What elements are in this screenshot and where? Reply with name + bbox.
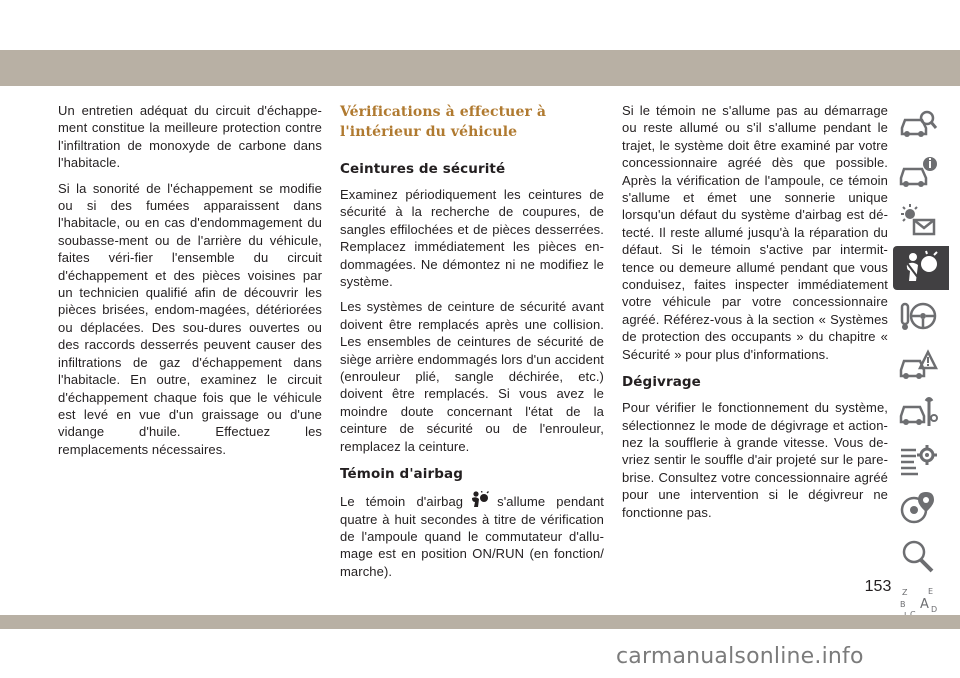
section-title: Vérifications à effectuer à l'intérieur du véhicule	[340, 104, 547, 140]
starting-driving-icon	[898, 298, 938, 334]
tab-starting-operating[interactable]	[893, 294, 943, 338]
defrost-heading: Dégivrage	[622, 374, 701, 391]
airbag-warning-icon	[469, 491, 489, 509]
column-3	[622, 102, 888, 529]
alphabet-letter-z: Z	[902, 588, 908, 597]
seatbelts-heading: Ceintures de sécurité	[340, 161, 506, 177]
page-number: 153	[864, 578, 892, 595]
tab-getting-to-know-vehicle[interactable]	[893, 102, 943, 146]
car-info-icon	[898, 154, 938, 190]
exhaust-paragraph-1: Un entretien adéquat du circuit d'échappe-ment constitue la meilleure protection contre l'infiltration de monoxyde de carbone dans l'habitacle.	[58, 103, 322, 171]
column-1	[58, 102, 322, 466]
header-band	[0, 50, 960, 86]
roadside-emergency-icon	[898, 346, 938, 382]
exhaust-paragraph-2: Si la sonorité de l'échappement se modifie ou si des fumées apparaissent dans l'habitacle, ou en cas d'endommagement du soubasse-ment ou de l'arrière du véhicule, faites véri-fier l'ensemble du circuit d'échappement et des pièces voisines par un technicien qualifié afin de découvrir les pièces brisées, endom-magées, détériorées ou déplacées. Des sou-dures ouvertes ou des raccords desserrés peuvent causer des infiltrations de gaz d'échappement dans l'habitacle. En outre, examinez le circuit d'échappement chaque fois que le véhicule est levé en vue d'un graissage ou d'une vidange d'huile. Effectuez les remplacements nécessaires.	[58, 180, 322, 457]
tab-servicing-maintenance[interactable]	[893, 390, 943, 434]
warning-lights-message-icon	[898, 202, 938, 238]
tab-safety[interactable]	[893, 246, 949, 290]
seatbelts-paragraph-2: Les systèmes de ceinture de sécurité avant doivent être remplacés après une collision. Les ensembles de ceintures de sécurité de siège arrière endommagés lors d'un accident (enrouleur plié, sangle déchirée, etc.) doivent être remplacés. Si vous avez le moindre doute concernant l'état de la ceinture de sécurité ou de l'enrouleur, remplacez la ceinture.	[340, 299, 604, 454]
tab-warning-lights[interactable]	[893, 198, 943, 242]
airbag-paragraph	[340, 491, 604, 580]
car-search-icon	[898, 106, 938, 142]
tab-index-search[interactable]	[893, 534, 943, 578]
tab-instrument-panel[interactable]	[893, 150, 943, 194]
column-2	[340, 102, 604, 588]
seatbelts-paragraph-1: Examinez périodiquement les ceintures de sécurité à la recherche de coupures, de sangles effilochées et de pièces desserrées. Remplacez immédiatement les pièces en-dommagées. Ne démontez ni ne modifiez le système.	[340, 187, 604, 290]
defrost-paragraph: Pour vérifier le fonctionnement du système, sélectionnez le mode de dégivrage et action-nez la soufflerie à grande vitesse. Vous de-vriez sentir le souffle d'air projeté sur le pare-brise. Consultez votre concessionnaire agréé pour une intervention si le dégivreur ne fonctionne pas.	[622, 400, 888, 520]
airbag-heading: Témoin d'airbag	[340, 466, 463, 483]
airbag-continued-paragraph: Si le témoin ne s'allume pas au démarrage ou reste allumé ou s'il s'allume pendant le trajet, le système doit être examiné par votre concessionnaire agréé dès que possible. Après la vérification de l'ampoule, ce témoin s'allume et émet une sonnerie unique lorsqu'un défaut du système d'airbag est dé-tecté. Il reste allumé jusqu'à la réparation du défaut. Si le témoin s'active par intermit-tence ou demeure allumé pendant que vous conduisez, faites inspecter immédiatement votre véhicule par votre concessionnaire agréé. Référez-vous à la section « Systèmes de protection des occupants » du chapitre « Sécurité » pour plus d'informations.	[622, 103, 888, 362]
tab-in-case-of-emergency[interactable]	[893, 342, 943, 386]
chapter-tabs	[893, 102, 949, 630]
alphabet-letter-a: A	[920, 597, 929, 612]
alphabet-letter-b: B	[900, 600, 906, 609]
airbag-text-before: Le témoin d'airbag	[340, 494, 464, 510]
specifications-gear-icon	[898, 442, 938, 478]
index-search-icon	[898, 538, 938, 574]
airbag-text-after: s'allume pendant quatre à huit secondes à titre de vérification de l'ampoule quand le commutateur d'allu-mage est en position ON/RUN (en fonction/ marche).	[340, 494, 604, 579]
alphabet-letter-d: D	[931, 605, 938, 614]
tab-multimedia[interactable]	[893, 486, 943, 530]
car-maintenance-icon	[898, 394, 938, 430]
tab-technical-specifications[interactable]	[893, 438, 943, 482]
watermark: carmanualsonline.info	[616, 644, 864, 669]
alphabet-letter-e: E	[928, 587, 934, 596]
occupant-safety-icon	[901, 250, 941, 286]
multimedia-location-icon	[898, 490, 938, 526]
footer-band	[0, 615, 960, 629]
